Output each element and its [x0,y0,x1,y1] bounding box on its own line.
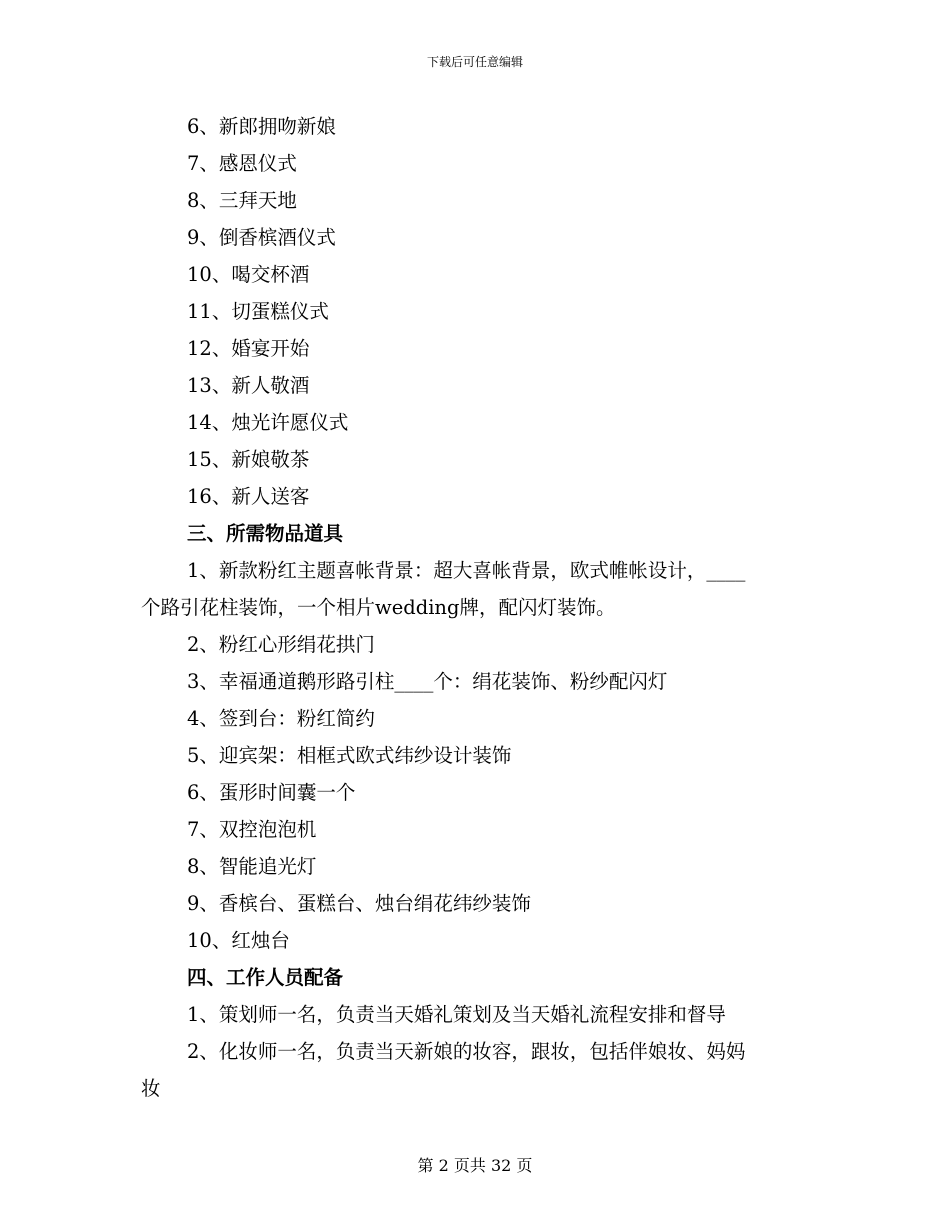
list-item: 3、幸福通道鹅形路引柱____个：绢花装饰、粉纱配闪灯 [187,670,668,693]
document-body [141,108,811,1107]
section-heading: 四、工作人员配备 [187,966,344,989]
list-item: 10、红烛台 [187,929,290,952]
list-item: 14、烛光许愿仪式 [187,411,349,434]
list-item: 1、新款粉红主题喜帐背景：超大喜帐背景，欧式帷帐设计，____ [187,559,746,582]
list-item: 6、蛋形时间囊一个 [187,781,356,804]
list-item: 5、迎宾架：相框式欧式纬纱设计装饰 [187,744,512,767]
list-item: 7、感恩仪式 [187,152,297,175]
list-item: 4、签到台：粉红简约 [187,707,375,730]
list-item: 6、新郎拥吻新娘 [187,115,336,138]
page-footer: 第 2 页共 32 页 [417,1156,533,1175]
list-item-continuation: 个路引花柱装饰，一个相片wedding牌，配闪灯装饰。 [141,596,616,619]
list-item: 8、三拜天地 [187,189,297,212]
list-item: 2、化妆师一名，负责当天新娘的妆容，跟妆，包括伴娘妆、妈妈 [187,1040,746,1063]
list-item: 11、切蛋糕仪式 [187,300,329,323]
list-item: 10、喝交杯酒 [187,263,310,286]
list-item: 7、双控泡泡机 [187,818,317,841]
list-item: 16、新人送客 [187,485,310,508]
list-item: 8、智能追光灯 [187,855,317,878]
list-item: 2、粉红心形绢花拱门 [187,633,375,656]
list-item: 15、新娘敬茶 [187,448,310,471]
list-item: 12、婚宴开始 [187,337,310,360]
list-item: 9、香槟台、蛋糕台、烛台绢花纬纱装饰 [187,892,531,915]
list-item: 13、新人敬酒 [187,374,310,397]
page-header: 下载后可任意编辑 [426,55,523,69]
list-item: 9、倒香槟酒仪式 [187,226,336,249]
list-item: 1、策划师一名，负责当天婚礼策划及当天婚礼流程安排和督导 [187,1003,726,1026]
section-heading: 三、所需物品道具 [187,522,344,545]
list-item-continuation: 妆 [141,1077,161,1100]
